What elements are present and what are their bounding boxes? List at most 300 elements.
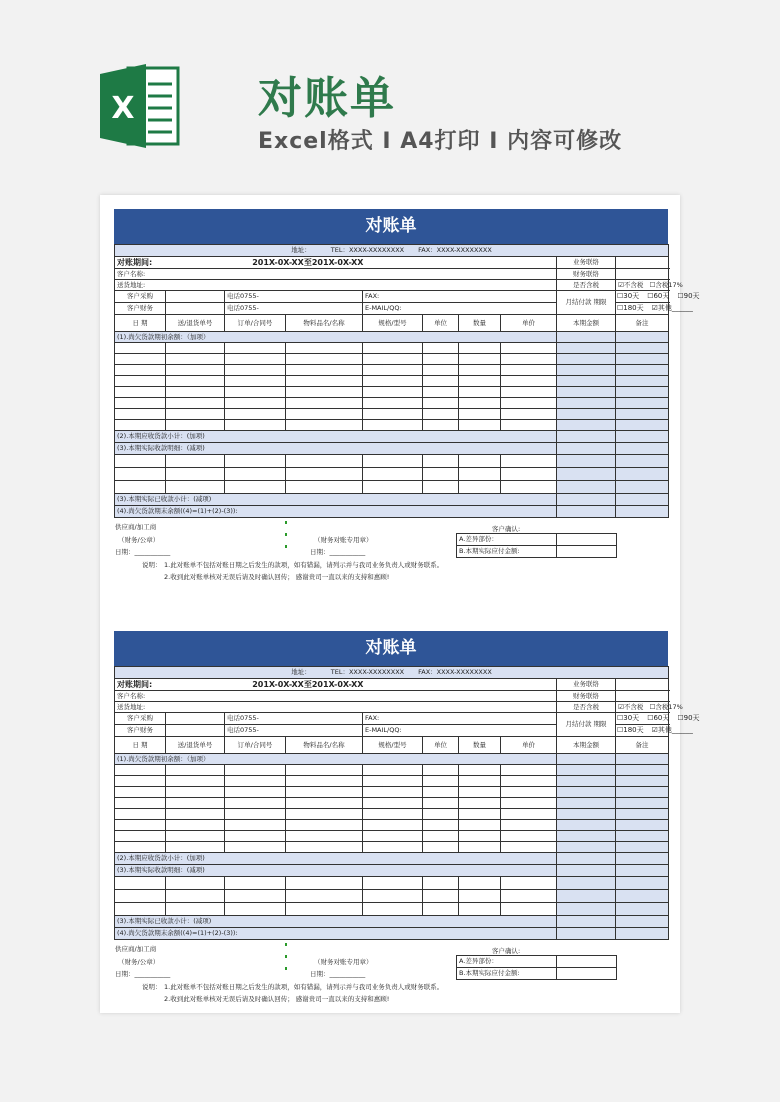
- table-cell[interactable]: [115, 398, 166, 409]
- table-cell[interactable]: [423, 409, 459, 420]
- table-cell[interactable]: [423, 877, 459, 890]
- table-cell[interactable]: [225, 798, 286, 809]
- section-closing-balance: (4).尚欠货款期末余额((4)=(1)+(2)-(3)):: [115, 928, 557, 940]
- delivery-address-field[interactable]: 送货地址:: [115, 702, 557, 713]
- table-cell[interactable]: [423, 398, 459, 409]
- table-cell[interactable]: [115, 481, 166, 494]
- table-cell[interactable]: [459, 787, 501, 798]
- table-cell[interactable]: [423, 365, 459, 376]
- table-cell[interactable]: [501, 831, 557, 842]
- table-cell[interactable]: [286, 798, 363, 809]
- table-cell[interactable]: [616, 916, 669, 928]
- table-cell[interactable]: [459, 903, 501, 916]
- table-cell[interactable]: [459, 820, 501, 831]
- table-cell[interactable]: [616, 409, 669, 420]
- reconcile-seal-label: （财务对账专用章）: [314, 958, 373, 966]
- table-cell[interactable]: [501, 387, 557, 398]
- table-cell[interactable]: [557, 376, 616, 387]
- table-cell[interactable]: [501, 787, 557, 798]
- customer-confirm-label: 客户确认:: [492, 525, 521, 533]
- table-cell[interactable]: [557, 365, 616, 376]
- column-header: 本期金额: [557, 315, 616, 332]
- table-cell[interactable]: [616, 928, 669, 940]
- table-cell[interactable]: [115, 354, 166, 365]
- table-cell[interactable]: [423, 820, 459, 831]
- phone1-field[interactable]: 电话0755-: [225, 713, 363, 725]
- cell-marker: [285, 943, 287, 946]
- table-cell[interactable]: [363, 481, 423, 494]
- table-cell[interactable]: [225, 820, 286, 831]
- table-cell[interactable]: [363, 776, 423, 787]
- table-cell[interactable]: [166, 420, 225, 431]
- table-cell[interactable]: [459, 343, 501, 354]
- table-cell[interactable]: [286, 398, 363, 409]
- table-cell[interactable]: [459, 376, 501, 387]
- table-cell[interactable]: [166, 365, 225, 376]
- table-cell[interactable]: [616, 903, 669, 916]
- table-cell[interactable]: [225, 890, 286, 903]
- table-cell[interactable]: [459, 409, 501, 420]
- table-cell[interactable]: [286, 809, 363, 820]
- table-cell[interactable]: [616, 494, 669, 506]
- table-cell[interactable]: [225, 842, 286, 853]
- payable-field[interactable]: [557, 546, 617, 558]
- table-cell[interactable]: [166, 354, 225, 365]
- table-cell[interactable]: [557, 481, 616, 494]
- customer-name-field[interactable]: 客户名称:: [115, 691, 557, 702]
- business-contact-field[interactable]: [616, 679, 669, 691]
- table-cell[interactable]: [115, 365, 166, 376]
- table-cell[interactable]: [557, 820, 616, 831]
- table-cell[interactable]: [363, 376, 423, 387]
- table-cell[interactable]: [557, 468, 616, 481]
- table-cell[interactable]: [166, 903, 225, 916]
- table-cell[interactable]: [115, 842, 166, 853]
- table-cell[interactable]: [166, 842, 225, 853]
- table-cell[interactable]: [115, 420, 166, 431]
- table-cell[interactable]: [459, 877, 501, 890]
- table-cell[interactable]: [115, 376, 166, 387]
- checkbox-row: [617, 304, 693, 312]
- table-cell[interactable]: [166, 468, 225, 481]
- payment-term-options-2: [616, 303, 693, 315]
- table-cell[interactable]: [557, 431, 616, 443]
- table-cell[interactable]: [423, 798, 459, 809]
- table-cell[interactable]: [286, 765, 363, 776]
- table-cell[interactable]: [115, 409, 166, 420]
- table-cell[interactable]: [557, 754, 616, 765]
- table-cell[interactable]: [616, 365, 669, 376]
- phone1-field[interactable]: 电话0755-: [225, 291, 363, 303]
- d90-checkbox[interactable]: ☐90天: [677, 714, 700, 722]
- table-cell[interactable]: [363, 890, 423, 903]
- d30-checkbox[interactable]: ☐30天: [617, 292, 640, 300]
- table-cell[interactable]: [557, 354, 616, 365]
- table-cell[interactable]: [225, 455, 286, 468]
- table-cell[interactable]: [225, 481, 286, 494]
- table-cell[interactable]: [225, 376, 286, 387]
- table-cell[interactable]: [616, 455, 669, 468]
- table-cell[interactable]: [616, 420, 669, 431]
- table-cell[interactable]: [501, 481, 557, 494]
- table-cell[interactable]: [225, 354, 286, 365]
- table-cell[interactable]: [115, 820, 166, 831]
- customer-name-field[interactable]: 客户名称:: [115, 269, 557, 280]
- table-cell[interactable]: [286, 842, 363, 853]
- table-cell[interactable]: [363, 365, 423, 376]
- table-cell[interactable]: [115, 343, 166, 354]
- table-cell[interactable]: [557, 455, 616, 468]
- table-cell[interactable]: [166, 820, 225, 831]
- table-cell[interactable]: [363, 842, 423, 853]
- table-cell[interactable]: [616, 468, 669, 481]
- phone2-field[interactable]: 电话0755-: [225, 725, 363, 737]
- table-cell[interactable]: [501, 376, 557, 387]
- table-cell[interactable]: [557, 776, 616, 787]
- finance-contact-field[interactable]: [616, 269, 669, 280]
- table-cell[interactable]: [557, 443, 616, 455]
- table-cell[interactable]: [286, 787, 363, 798]
- diff-field[interactable]: [557, 956, 617, 968]
- table-cell[interactable]: [501, 468, 557, 481]
- finance-field[interactable]: [166, 725, 225, 737]
- other-checkbox[interactable]: ☑其他______: [651, 726, 693, 734]
- table-cell[interactable]: [616, 820, 669, 831]
- table-cell[interactable]: [166, 831, 225, 842]
- table-cell[interactable]: [225, 776, 286, 787]
- table-cell[interactable]: [616, 776, 669, 787]
- d180-checkbox[interactable]: ☐180天: [617, 304, 644, 312]
- table-cell[interactable]: [286, 420, 363, 431]
- table-cell[interactable]: [616, 865, 669, 877]
- table-cell[interactable]: [557, 332, 616, 343]
- table-cell[interactable]: [286, 820, 363, 831]
- customer-confirm-label: 客户确认:: [492, 947, 521, 955]
- table-cell[interactable]: [459, 809, 501, 820]
- table-cell[interactable]: [166, 481, 225, 494]
- table-cell[interactable]: [501, 455, 557, 468]
- table-cell[interactable]: [166, 409, 225, 420]
- table-cell[interactable]: [115, 877, 166, 890]
- table-cell[interactable]: [115, 765, 166, 776]
- table-cell[interactable]: [616, 481, 669, 494]
- date2-field[interactable]: 日期：___________: [310, 548, 366, 556]
- table-cell[interactable]: [166, 343, 225, 354]
- table-cell[interactable]: [363, 820, 423, 831]
- d30-checkbox[interactable]: ☐30天: [617, 714, 640, 722]
- table-cell[interactable]: [363, 387, 423, 398]
- table-cell[interactable]: [459, 455, 501, 468]
- table-cell[interactable]: [286, 354, 363, 365]
- table-cell[interactable]: [166, 787, 225, 798]
- table-cell[interactable]: [286, 455, 363, 468]
- table-cell[interactable]: [363, 798, 423, 809]
- purchase-field[interactable]: [166, 713, 225, 725]
- d90-checkbox[interactable]: ☐90天: [677, 292, 700, 300]
- table-cell[interactable]: [557, 903, 616, 916]
- table-cell[interactable]: [501, 409, 557, 420]
- table-row: [115, 455, 669, 468]
- finance-field[interactable]: [166, 303, 225, 315]
- table-cell[interactable]: [363, 787, 423, 798]
- table-cell[interactable]: [557, 865, 616, 877]
- payable-field[interactable]: [557, 968, 617, 980]
- table-cell[interactable]: [501, 765, 557, 776]
- table-cell[interactable]: [557, 877, 616, 890]
- d60-checkbox[interactable]: ☐60天: [647, 292, 670, 300]
- table-cell[interactable]: [423, 420, 459, 431]
- table-cell[interactable]: [166, 376, 225, 387]
- table-cell[interactable]: [166, 798, 225, 809]
- table-cell[interactable]: [459, 354, 501, 365]
- table-cell[interactable]: [501, 354, 557, 365]
- table-cell[interactable]: [286, 343, 363, 354]
- table-cell[interactable]: [286, 468, 363, 481]
- table-cell[interactable]: [166, 890, 225, 903]
- table-cell[interactable]: [501, 842, 557, 853]
- table-cell[interactable]: [501, 877, 557, 890]
- table-cell[interactable]: [557, 809, 616, 820]
- table-cell[interactable]: [423, 776, 459, 787]
- table-row: [115, 890, 669, 903]
- table-cell[interactable]: [616, 343, 669, 354]
- table-cell[interactable]: [459, 468, 501, 481]
- table-cell[interactable]: [423, 376, 459, 387]
- table-cell[interactable]: [363, 765, 423, 776]
- table-cell[interactable]: [363, 903, 423, 916]
- table-cell[interactable]: [557, 890, 616, 903]
- table-cell[interactable]: [115, 468, 166, 481]
- table-cell[interactable]: [557, 928, 616, 940]
- tel: TEL：XXXX-XXXXXXXX: [330, 668, 405, 677]
- table-cell[interactable]: [557, 343, 616, 354]
- date1-field[interactable]: 日期：___________: [115, 548, 171, 556]
- tax-no-checkbox[interactable]: ☑不含税: [618, 702, 644, 711]
- table-cell[interactable]: [423, 831, 459, 842]
- table-cell[interactable]: [363, 468, 423, 481]
- table-cell[interactable]: [557, 916, 616, 928]
- table-cell[interactable]: [501, 890, 557, 903]
- email-field[interactable]: E-MAIL/QQ:: [363, 303, 557, 315]
- table-cell[interactable]: [363, 343, 423, 354]
- table-cell[interactable]: [459, 387, 501, 398]
- table-cell[interactable]: [557, 853, 616, 865]
- table-cell[interactable]: [286, 481, 363, 494]
- table-cell[interactable]: [459, 481, 501, 494]
- table-cell[interactable]: [166, 877, 225, 890]
- table-cell[interactable]: [225, 809, 286, 820]
- table-cell[interactable]: [286, 387, 363, 398]
- table-cell[interactable]: [616, 853, 669, 865]
- table-cell[interactable]: [616, 831, 669, 842]
- d60-checkbox[interactable]: ☐60天: [647, 714, 670, 722]
- table-cell[interactable]: [616, 787, 669, 798]
- column-header: 物料品名/名称: [286, 737, 363, 754]
- table-cell[interactable]: [423, 809, 459, 820]
- table-cell[interactable]: [423, 842, 459, 853]
- table-cell[interactable]: [459, 776, 501, 787]
- table-cell[interactable]: [286, 776, 363, 787]
- date2-field[interactable]: 日期：___________: [310, 970, 366, 978]
- table-cell[interactable]: [501, 343, 557, 354]
- table-cell[interactable]: [286, 903, 363, 916]
- table-row: [115, 820, 669, 831]
- table-cell[interactable]: [501, 398, 557, 409]
- tax-yes-checkbox[interactable]: ☐含税17%: [649, 702, 683, 711]
- table-cell[interactable]: [423, 354, 459, 365]
- table-cell[interactable]: [225, 387, 286, 398]
- table-cell[interactable]: [423, 343, 459, 354]
- table-cell[interactable]: [616, 398, 669, 409]
- table-cell[interactable]: [363, 831, 423, 842]
- table-cell[interactable]: [557, 387, 616, 398]
- table-cell[interactable]: [423, 890, 459, 903]
- table-cell[interactable]: [225, 765, 286, 776]
- table-cell[interactable]: [423, 387, 459, 398]
- column-header-row: [115, 737, 669, 754]
- table-cell[interactable]: [616, 431, 669, 443]
- table-cell[interactable]: [557, 765, 616, 776]
- table-cell[interactable]: [616, 387, 669, 398]
- table-cell[interactable]: [501, 420, 557, 431]
- table-cell[interactable]: [363, 877, 423, 890]
- table-cell[interactable]: [616, 877, 669, 890]
- table-cell[interactable]: [557, 409, 616, 420]
- table-cell[interactable]: [557, 842, 616, 853]
- table-cell[interactable]: [616, 754, 669, 765]
- purchase-field[interactable]: [166, 291, 225, 303]
- table-cell[interactable]: [225, 877, 286, 890]
- fax-field[interactable]: FAX:: [363, 291, 557, 303]
- table-cell[interactable]: [501, 365, 557, 376]
- statement-table: [114, 244, 700, 518]
- table-cell[interactable]: [423, 468, 459, 481]
- table-cell[interactable]: [423, 903, 459, 916]
- diff-field[interactable]: [557, 534, 617, 546]
- delivery-address-field[interactable]: 送货地址:: [115, 280, 557, 291]
- table-cell[interactable]: [616, 798, 669, 809]
- table-cell[interactable]: [225, 365, 286, 376]
- table-cell[interactable]: [166, 455, 225, 468]
- table-cell[interactable]: [115, 798, 166, 809]
- table-cell[interactable]: [501, 903, 557, 916]
- table-cell[interactable]: [616, 842, 669, 853]
- table-cell[interactable]: [557, 420, 616, 431]
- table-cell[interactable]: [225, 787, 286, 798]
- email-field[interactable]: E-MAIL/QQ:: [363, 725, 557, 737]
- table-cell[interactable]: [501, 809, 557, 820]
- table-cell[interactable]: [459, 890, 501, 903]
- table-cell[interactable]: [115, 455, 166, 468]
- table-cell[interactable]: [616, 332, 669, 343]
- table-cell[interactable]: [363, 455, 423, 468]
- table-cell[interactable]: [115, 831, 166, 842]
- table-cell[interactable]: [557, 798, 616, 809]
- table-cell[interactable]: [286, 409, 363, 420]
- table-cell[interactable]: [225, 468, 286, 481]
- table-cell[interactable]: [616, 354, 669, 365]
- table-cell[interactable]: [286, 877, 363, 890]
- table-cell[interactable]: [557, 398, 616, 409]
- table-cell[interactable]: [501, 820, 557, 831]
- table-cell[interactable]: [557, 506, 616, 518]
- table-cell[interactable]: [459, 765, 501, 776]
- table-cell[interactable]: [423, 765, 459, 776]
- table-cell[interactable]: [115, 809, 166, 820]
- table-cell[interactable]: [286, 890, 363, 903]
- table-cell[interactable]: [166, 387, 225, 398]
- table-cell[interactable]: [616, 443, 669, 455]
- table-cell[interactable]: [166, 398, 225, 409]
- table-cell[interactable]: [616, 376, 669, 387]
- table-cell[interactable]: [616, 765, 669, 776]
- table-cell[interactable]: [225, 903, 286, 916]
- table-cell[interactable]: [459, 365, 501, 376]
- table-cell[interactable]: [459, 842, 501, 853]
- table-cell[interactable]: [557, 787, 616, 798]
- table-cell[interactable]: [459, 420, 501, 431]
- d180-checkbox[interactable]: ☐180天: [617, 726, 644, 734]
- table-row: [115, 387, 669, 398]
- table-cell[interactable]: [166, 765, 225, 776]
- table-cell[interactable]: [423, 481, 459, 494]
- table-cell[interactable]: [166, 776, 225, 787]
- table-cell[interactable]: [166, 809, 225, 820]
- table-cell[interactable]: [363, 398, 423, 409]
- table-cell[interactable]: [557, 494, 616, 506]
- table-cell[interactable]: [423, 455, 459, 468]
- table-cell[interactable]: [616, 890, 669, 903]
- tax-yes-checkbox[interactable]: ☐含税17%: [649, 280, 683, 289]
- business-contact-field[interactable]: [616, 257, 669, 269]
- table-cell[interactable]: [616, 809, 669, 820]
- table-cell[interactable]: [363, 354, 423, 365]
- table-cell[interactable]: [363, 420, 423, 431]
- table-cell[interactable]: [423, 787, 459, 798]
- phone2-field[interactable]: 电话0755-: [225, 303, 363, 315]
- table-cell[interactable]: [115, 387, 166, 398]
- table-cell[interactable]: [115, 776, 166, 787]
- table-cell[interactable]: [459, 398, 501, 409]
- table-cell[interactable]: [115, 890, 166, 903]
- table-cell[interactable]: [459, 831, 501, 842]
- table-cell[interactable]: [501, 798, 557, 809]
- fax-field[interactable]: FAX:: [363, 713, 557, 725]
- date1-field[interactable]: 日期：___________: [115, 970, 171, 978]
- table-cell[interactable]: [363, 409, 423, 420]
- table-cell[interactable]: [225, 420, 286, 431]
- table-cell[interactable]: [286, 376, 363, 387]
- table-cell[interactable]: [115, 903, 166, 916]
- finance-contact-field[interactable]: [616, 691, 669, 702]
- confirm-box: [456, 533, 617, 558]
- table-cell[interactable]: [363, 809, 423, 820]
- tax-no-checkbox[interactable]: ☑不含税: [618, 280, 644, 289]
- table-cell[interactable]: [616, 506, 669, 518]
- table-cell[interactable]: [286, 831, 363, 842]
- other-checkbox[interactable]: ☑其他______: [651, 304, 693, 312]
- table-cell[interactable]: [115, 787, 166, 798]
- table-cell[interactable]: [501, 776, 557, 787]
- table-cell[interactable]: [459, 798, 501, 809]
- table-cell[interactable]: [225, 398, 286, 409]
- table-cell[interactable]: [225, 409, 286, 420]
- table-cell[interactable]: [557, 831, 616, 842]
- section-closing-balance: (4).尚欠货款期末余额((4)=(1)+(2)-(3)):: [115, 506, 557, 518]
- table-cell[interactable]: [225, 831, 286, 842]
- table-cell[interactable]: [225, 343, 286, 354]
- table-cell[interactable]: [286, 365, 363, 376]
